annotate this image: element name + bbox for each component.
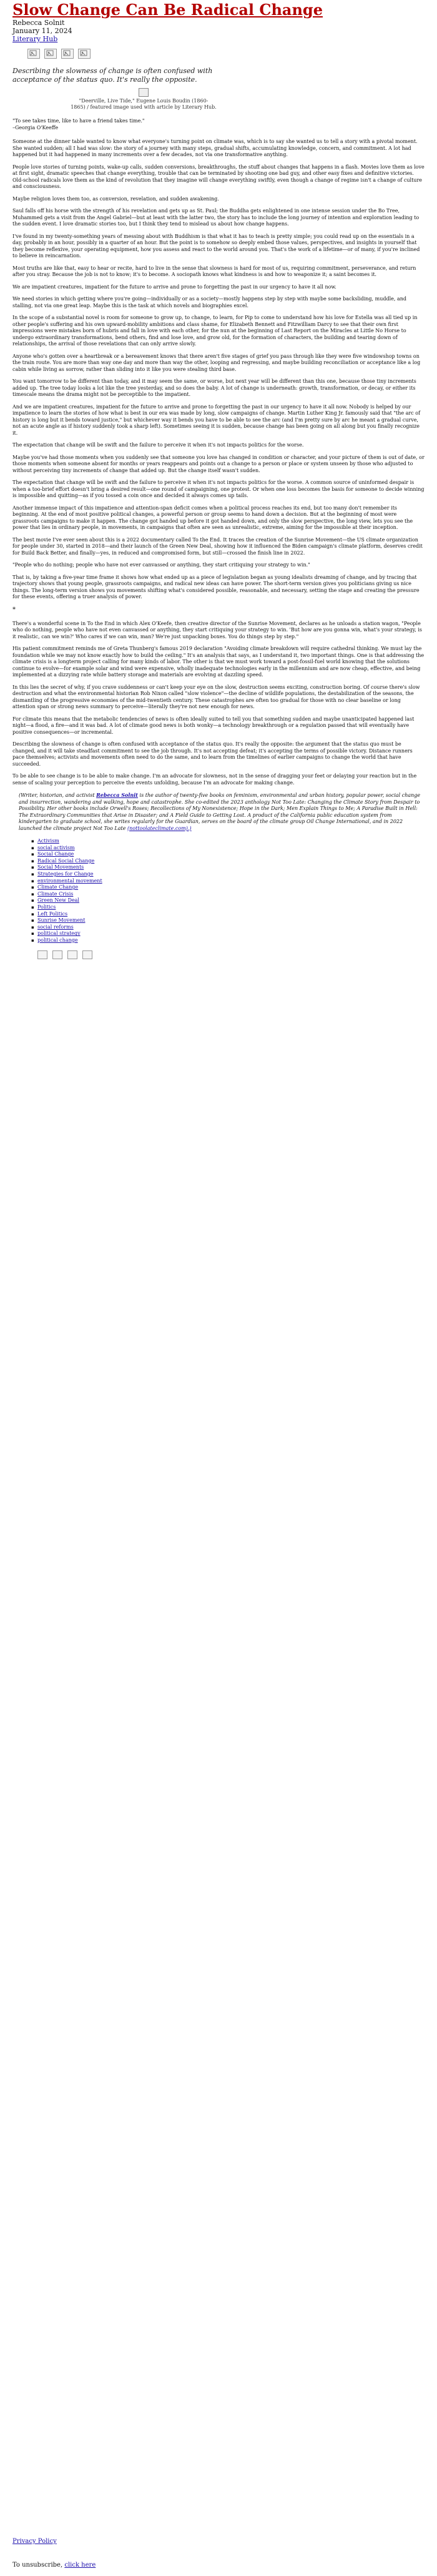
publish-date: January 11, 2024	[12, 27, 72, 35]
footer-share-bar	[37, 950, 425, 959]
not-too-late-link[interactable]: (nottoolateclimate.com).)	[127, 825, 192, 831]
paragraph: In the scope of a substantial novel is room for someone to grow up, to change, to learn, for Pip to come to understand how his love for Estella was all tied up in other people's suffering and his own upward-mobility ambitions and class shame, for Elizabeth Bennett and Fitzwilliam Darcy to see that their own first impressions were mistakes born of hubris and fall in love with each other, for the nun at the beginning of Last Report on the Miracles at Little No Horse to undergo extraordinary transformations, bend others, find and lose love, and grow old, for the formation of characters, the building and tearing down of relationships, the arrival of those revelations that can only arrive slowly.	[12, 315, 418, 347]
paragraph: "People who do nothing; people who have not ever canvassed or anything, they start critiquing your strategy to win."	[12, 562, 310, 568]
list-item	[37, 838, 425, 845]
tag-link[interactable]: Social Change	[37, 851, 74, 857]
paragraph: To be able to see change is to be able to make change. I'm an advocate for slowness, not in the sense of dragging your feet or delaying your reaction but in the sense of scaling your perception to perceive the events unfolding, because I'm an advocate for making change.	[12, 773, 417, 786]
author-bio: (Writer, historian, and activist Rebecca Solnit is the author of twenty-five books on feminism, environmental and urban history, popular power, social change and insurrection, wandering and walking, hope and catastrophe. She co-edited the 2023 anthology Not Too Late: Changing the Climate Story from Despair to Possibility. Her other books include Orwell's Roses; Recollections of My Nonexistence; Hope in the Dark; Men Explain Things to Me; A Paradise Built in Hell: The Extraordinary Communities that Arise in Disaster; and A Field Guide to Getting Lost. A product of the California public education system from kindergarten to graduate school, she writes regularly for the Guardian, serves on the board of the climate group Oil Change International, and in 2022 launched the climate project Not Too Late (nottoolateclimate.com).)	[19, 792, 421, 831]
tag-link[interactable]: social activism	[37, 844, 75, 851]
author: Rebecca Solnit	[12, 19, 65, 27]
tag-link[interactable]: Politics	[37, 904, 56, 910]
list-item	[37, 897, 425, 904]
paragraph: You want tomorrow to be different than today, and it may seem the same, or worse, but next year will be different than this one, because those tiny increments added up. The tree today looks a lot like the tree yesterday, and so does the baby. A lot of change is underneath: growth, transformation, or decay, or either its timescale means the drama might not be perceptible to the impatient.	[12, 378, 416, 397]
linkedin-icon[interactable]	[61, 49, 74, 59]
tag-link[interactable]: Social Movements	[37, 864, 84, 871]
article-meta	[12, 19, 425, 43]
twitter-icon[interactable]	[52, 950, 62, 959]
twitter-icon[interactable]	[44, 49, 57, 59]
list-item	[37, 845, 425, 852]
article-title[interactable]: Slow Change Can Be Radical Change	[12, 1, 323, 19]
article-body	[12, 139, 425, 601]
tag-link[interactable]: political change	[37, 937, 78, 943]
list-item	[37, 871, 425, 878]
list-item	[37, 924, 425, 931]
paragraph: For climate this means that the metabolic tendencies of news is often ideally suited to tell you that something sudden and maybe unanticipated happened last night—a flood, a fire—and it was bad. A lot of climate good news is both wonky—a technology breakthrough or a regulation passed that will eventually have positive consequences—or incremental.	[12, 716, 415, 735]
author-bio-link[interactable]: Rebecca Solnit	[96, 792, 138, 798]
tag-link[interactable]: Green New Deal	[37, 897, 79, 904]
email-icon[interactable]	[82, 950, 92, 959]
paragraph: Most truths are like that, easy to hear or recite, hard to live in the sense that slowness is hard for most of us, requiring commitment, perseverance, and return after you stray. Because the job is not to know; it's to become. A sociopath knows what kindness is and how to weaponize it; a saint becomes it.	[12, 265, 416, 277]
paragraph: Someone at the dinner table wanted to know what everyone's turning point on climate was, which is to say she wanted us to tell a story with a pivotal moment. She wanted sudden; all I had was slow: the story of a journey with many steps, gradual shifts, accumulating knowledge, concern, and commitment. A lot had happened but it had happened in many increments over a few decades, not via one transformative anything.	[12, 139, 418, 157]
unsubscribe-line	[12, 2562, 96, 2569]
paragraph: I've found in my twenty-something years of messing about with Buddhism is that what it has to teach is pretty simple; you could read up on the essentials in a day, probably in an hour, possibly in a quarter of an hour. But the point is to somehow so deeply embed those values, perspectives, and insights in yourself that they become reflexive, your operating equipment, how you assess and react to the world around you. That's the work of a lifetime—or of many, if you're inclined to believe in reincarnation.	[12, 233, 420, 259]
paragraph: We need stories in which getting where you're going—individually or as a society—mostly happens step by step with maybe some backsliding, muddle, and stalling, not via one great leap. Maybe this is the task at which novels and biographies excel.	[12, 296, 407, 308]
facebook-icon[interactable]	[37, 950, 47, 959]
unsubscribe-link[interactable]: click here	[64, 2562, 96, 2569]
list-item	[37, 911, 425, 918]
tag-link[interactable]: Climate Change	[37, 884, 79, 891]
paragraph: Anyone who's gotten over a heartbreak or a bereavement knows that there aren't five stages of grief you pass through like they were five windowshop towns on the train route. You are more than way one day and more than way the other, looping and regressing, and maybe building reconciliation or acceptance like a log cabin while living as sorrow, rather than sliding into it like you were stealing third base.	[12, 353, 421, 372]
list-item	[37, 851, 425, 858]
tag-list	[37, 838, 425, 944]
article-body-continued	[12, 621, 425, 787]
tag-link[interactable]: Sunrise Movement	[37, 917, 86, 924]
tag-link[interactable]: Radical Social Change	[37, 857, 95, 864]
paragraph: That is, by taking a five-year time frame it shows how what ended up as a piece of legislation began as young idealists dreaming of change, and by tracing that trajectory shows that young people, grassroots campaigns, and radical new ideas can have power. The short-term version gives you politicians giving us nice things. The long-term version shows you movements shifting what's considered possible, reasonable, and necessary, setting the stage and creating the pressure for these events, offering a truer analysis of power.	[12, 574, 420, 600]
linkedin-icon[interactable]	[67, 950, 77, 959]
paragraph: In this lies the secret of why, if you crave suddenness or can't keep your eye on the slow, destruction seems exciting, construction boring. Of course there's slow destruction and what the environmental historian Rob Nixon called "slow violence"—the decline of wildlife populations, the destabilization of the seasons, the dismantling of the progressive economies of the mid-twentieth century. These catastrophes are often too gradual for those with no clear baseline or long attention span or strong news summary to perceive—literally they're not new enough for news.	[12, 684, 420, 709]
paragraph: The expectation that change will be swift and the failure to perceive it when it's not impacts politics for the worse. A common source of uninformed despair is when a too-brief effort doesn't bring a desired result—one round of campaigning, one protest. Or when one loss becomes the basis for someone to decide winning is impossible and quitting—as if you tossed a coin once and decided it always comes up tails.	[12, 480, 425, 498]
featured-image-icon	[139, 88, 149, 97]
list-item	[37, 917, 425, 924]
list-item	[37, 858, 425, 865]
article-dek: Describing the slowness of change is often confused with acceptance of the status quo. It's really the opposite.	[12, 67, 213, 84]
tag-link[interactable]: Strategies for Change	[37, 871, 94, 877]
epigraph: "To see takes time, like to have a friend takes time." –Georgia O'Keeffe	[12, 118, 145, 131]
paragraph: The expectation that change will be swift and the failure to perceive it when it's not impacts politics for the worse.	[12, 442, 304, 448]
paragraph: Maybe religion loves them too, as conversion, revelation, and sudden awakening.	[12, 195, 219, 202]
list-item	[37, 904, 425, 911]
tag-link[interactable]: political strategy	[37, 930, 81, 937]
paragraph: His patient commitment reminds me of Greta Thunberg's famous 2019 declaration "Avoiding climate breakdown will require cathedral thinking. We must lay the foundation while we may not know exactly how to build the ceiling." It's an analysis that says, as I understand it, two important things. One is that addressing the climate crisis is a longterm project calling for many kinds of labor. The other is that we must work toward a post-fossil-fuel world knowing that the solutions continue to evolve—for example solar and wind were expensive, wholly inadequate technologies early in the millennium and are now cheap, effective, and being implemented at a dizzying rate while battery storage and materials are evolving at dazzling speed.	[12, 646, 425, 678]
tag-link[interactable]: environmental movement	[37, 877, 102, 884]
tag-link[interactable]: Climate Crisis	[37, 891, 74, 897]
section-divider: *	[12, 606, 16, 613]
source-link[interactable]: Literary Hub	[12, 35, 58, 43]
tag-link[interactable]: Activism	[37, 838, 59, 844]
tag-link[interactable]: social reforms	[37, 924, 74, 930]
list-item	[37, 864, 425, 871]
paragraph: Maybe you've had those moments when you suddenly see that someone you love has changed in condition or character, and your picture of them is out of date, or those moments when someone absent for months or years reappears and points out a change to a person or place or system unseen by those who adjusted to without perceiving tiny increments of change that added up. But the change itself wasn't sudden.	[12, 454, 425, 473]
list-item	[37, 884, 425, 891]
paragraph: Another immense impact of this impatience and attention-span deficit comes when a political process reaches its end, but too many don't remember its beginning. At the end of most positive political changes, a powerful person or group seems to hand down a decision. But at the beginning of most were grassroots campaigns to make it happen. The change got handed up before it got handed down, and only the slow perspective, the long view, lets you see the power that lies in ordinary people, in movements, in campaigns that often are seen as unrealistic, extreme, aiming for the impossible at their inception.	[12, 505, 413, 530]
paragraph: Saul falls off his horse with the strength of his revelation and gets up as St. Paul; the Buddha gets enlightened in one intense session under the Bo Tree, Muhammed gets a visit from the Angel Gabriel—but at least with the latter two, the story has to include the long journey of intention and exploration leading to the sudden event. I love dramatic stories too, but I think they tend to mislead us about how change happens.	[12, 208, 420, 227]
privacy-policy-link[interactable]: Privacy Policy	[12, 2538, 57, 2545]
paragraph: We are impatient creatures, impatient for the future to arrive and prone to forgetting the past in our urgency to have it all now.	[12, 284, 336, 290]
featured-figure	[12, 88, 275, 111]
list-item	[37, 891, 425, 898]
privacy-policy	[12, 2538, 57, 2545]
paragraph: There's a wonderful scene in To the End in which Alex O'Keefe, then creative director of the Sunrise Movement, declares as he unloads a station wagon, "People who do nothing, people who have not even canvassed or anything, they start critiquing your strategy to win. 'But how are you gonna win, what's your strategy, is it realistic, can we win?' Who cares if we can win, man? We're just unpacking boxes. You do things step by step."	[12, 620, 422, 639]
list-item	[37, 937, 425, 944]
paragraph: And we are impatient creatures, impatient for the future to arrive and prone to forgetting the past in our urgency to have it all now. Nobody is helped by our impatience to learn the stories of how what is best in our era was made by long, slow campaigns of change. Martin Luther King Jr. famously said that "the arc of history is long but it bends toward justice," but whichever way it bends you have to be able to see the arc (and I'm pretty sure by arc he meant a gradual curve, not an acute angle as if history suddenly took a sharp left). Sometimes seeing it is sudden, because change has been going on all along but you finally recognize it.	[12, 403, 421, 436]
image-caption: "Deerville, Live Tide," Eugene Louis Boudin (1860- 1865) / featured image used with article by Literary Hub.	[71, 98, 217, 110]
list-item	[37, 930, 425, 937]
share-bar	[27, 49, 425, 59]
unsubscribe-text: To unsubscribe,	[12, 2562, 63, 2569]
paragraph: Describing the slowness of change is often confused with acceptance of the status quo. It's really the opposite: the argument that the status quo must be changed, and it will take steadfast commitment to see the job through. It's not accepting defeat; it's accepting the terms of possible victory. Distance runners pace themselves; activists and movements often need to do the same, and to learn from the timelines of earlier campaigns to change the world that have succeeded.	[12, 741, 413, 767]
paragraph: The best movie I've ever seen about this is a 2022 documentary called To the End. It traces the creation of the Sunrise Movement—the US climate organization for people under 30, started in 2018—and their launch of the Green New Deal, showing how it influenced the Biden campaign's climate platform, deserves credit for Build Back Better, and finally—yes, in reduced and compromised form, but still—crossed the finish line in 2022.	[12, 536, 423, 556]
facebook-icon[interactable]	[27, 49, 40, 59]
email-icon[interactable]	[78, 49, 91, 59]
paragraph: People love stories of turning points, wake-up calls, sudden conversions, breakthroughs, the stuff about changes that happens in a flash. Movies love them as love at first sight, dramatic speeches that change everything, trouble that can be terminated by shooting one bad guy, and other easy fixes and definitive victories. Old-school radicals love them as the kind of revolution that they imagine will change everything swiftly, even though a change of regime isn't a change of culture and consciousness.	[12, 164, 425, 189]
email-article	[12, 0, 425, 2569]
list-item	[37, 878, 425, 885]
tag-link[interactable]: Left Politics	[37, 910, 68, 917]
